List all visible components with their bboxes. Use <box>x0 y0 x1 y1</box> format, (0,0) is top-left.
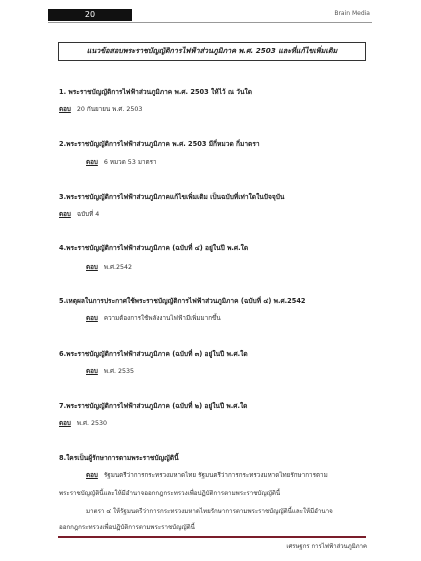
answer-5 <box>86 313 221 323</box>
question-3: 3.พระราชบัญญัติการไฟฟ้าส่วนภูมิภาคแก้ไขเพิ่มเติม เป็นฉบับที่เท่าใดในปัจจุบัน <box>59 193 285 201</box>
question-8: 8.ใครเป็นผู้รักษาการตามพระราชบัญญัตินี้ <box>59 454 179 462</box>
answer-text: ความต้องการใช้พลังงานไฟฟ้ามีเพิ่มมากขึ้น <box>103 315 221 322</box>
answer-1 <box>59 104 142 114</box>
answer-text: ฉบับที่ 4 <box>76 211 100 218</box>
answer-text: 20 กันยายน พ.ศ. 2503 <box>76 106 143 113</box>
question-2: 2.พระราชบัญญัติการไฟฟ้าส่วนภูมิภาค พ.ศ. 2503 มีกี่หมวด กี่มาตรา <box>59 140 260 148</box>
answer-text: รัฐมนตรีว่าการกระทรวงมหาดไทย รัฐมนตรีว่าการกระทรวงมหาดไทยรักษาการตาม <box>103 472 328 479</box>
answer-6 <box>86 366 134 376</box>
section-4-note-continued: ออกกฎกระทรวงเพื่อปฏิบัติการตามพระราชบัญญัตินี้ <box>59 524 195 531</box>
answer-text: พ.ศ. 2530 <box>76 420 108 427</box>
question-4: 4.พระราชบัญญัติการไฟฟ้าส่วนภูมิภาค (ฉบับที่ ๔) อยู่ในปี พ.ศ.ใด <box>59 244 249 252</box>
answer-3 <box>59 209 99 219</box>
header-divider <box>48 22 372 23</box>
brand-name: Brain Media <box>334 10 370 17</box>
answer-8 <box>86 470 328 480</box>
answer-7 <box>59 418 107 428</box>
footer-divider <box>58 536 366 538</box>
answer-text: พ.ศ.2542 <box>103 264 133 271</box>
answer-label: ตอบ <box>86 159 98 166</box>
answer-label: ตอบ <box>86 264 98 271</box>
answer-label: ตอบ <box>59 106 71 113</box>
answer-4 <box>86 262 132 272</box>
question-6: 6.พระราชบัญญัติการไฟฟ้าส่วนภูมิภาค (ฉบับที่ ๓) อยู่ในปี พ.ศ.ใด <box>59 350 248 358</box>
footer-text: เศรษฐกร การไฟฟ้าส่วนภูมิภาค <box>286 543 367 550</box>
page-number: 20 <box>48 9 132 21</box>
answer-text: พ.ศ. 2535 <box>103 368 135 375</box>
answer-label: ตอบ <box>86 315 98 322</box>
question-1: 1. พระราชบัญญัติการไฟฟ้าส่วนภูมิภาค พ.ศ. 2503 ให้ไว้ ณ วันใด <box>59 88 253 96</box>
answer-2 <box>86 157 157 167</box>
answer-label: ตอบ <box>86 368 98 375</box>
answer-label: ตอบ <box>59 211 71 218</box>
page-title-text: แนวข้อสอบพระราชบัญญัติการไฟฟ้าส่วนภูมิภาค พ.ศ. 2503 และที่แก้ไขเพิ่มเติม <box>86 46 338 55</box>
answer-label: ตอบ <box>59 420 71 427</box>
answer-label: ตอบ <box>86 472 98 479</box>
answer-8-continued: พระราชบัญญัตินี้และให้มีอำนาจออกกฎกระทรวงเพื่อปฏิบัติการตามพระราชบัญญัตินี้ <box>59 490 281 497</box>
question-5: 5.เหตุผลในการประกาศใช้พระราชบัญญัติการไฟฟ้าส่วนภูมิภาค (ฉบับที่ ๔) พ.ศ.2542 <box>59 297 306 305</box>
question-7: 7.พระราชบัญญัติการไฟฟ้าส่วนภูมิภาค (ฉบับที่ ๒) อยู่ในปี พ.ศ.ใด <box>59 402 248 410</box>
answer-text: 6 หมวด 53 มาตรา <box>103 159 157 166</box>
section-4-note: มาตรา ๔ ให้รัฐมนตรีว่าการกระทรวงมหาดไทยรักษาการตามพระราชบัญญัตินี้และให้มีอำนาจ <box>86 508 333 515</box>
page-title <box>58 42 366 61</box>
